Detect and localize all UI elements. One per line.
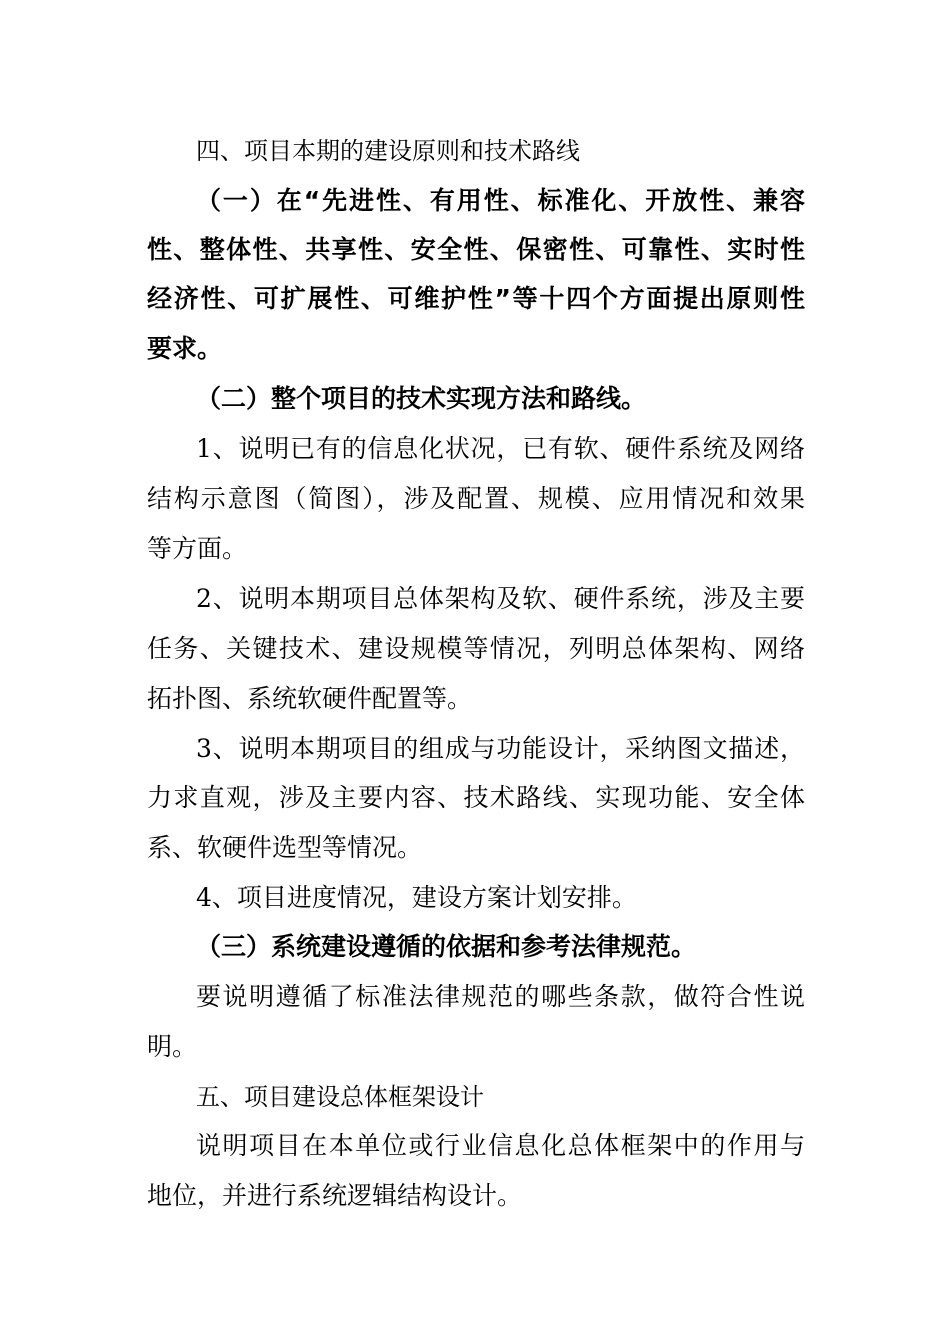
item-3-line-1: 3、说明本期项目的组成与功能设计，采纳图文描述， — [196, 734, 805, 763]
subsection-2-heading: （二）整个项目的技术实现方法和路线。 — [196, 384, 647, 413]
item-4: 4、项目进度情况，建设方案计划安排。 — [196, 883, 637, 912]
section-5-body-line-2: 地位，并进行系统逻辑结构设计。 — [147, 1181, 523, 1210]
subsection-1-line-3: 经济性、可扩展性、可维护性”等十四个方面提出原则性 — [147, 284, 805, 313]
item-1-line-2: 结构示意图（简图），涉及配置、规模、应用情况和效果 — [147, 484, 805, 513]
section-4-heading: 四、项目本期的建设原则和技术路线 — [196, 137, 580, 165]
subsection-3-heading: （三）系统建设遵循的依据和参考法律规范。 — [196, 932, 697, 961]
item-3-line-3: 系、软硬件选型等情况。 — [147, 833, 423, 862]
subsection-1-line-1: （一）在“先进性、有用性、标准化、开放性、兼容 — [196, 186, 805, 215]
item-3-line-2: 力求直观，涉及主要内容、技术路线、实现功能、安全体 — [147, 783, 805, 812]
item-2-line-1: 2、说明本期项目总体架构及软、硬件系统，涉及主要 — [196, 584, 805, 613]
subsection-1-line-4: 要求。 — [147, 334, 223, 363]
item-2-line-3: 拓扑图、系统软硬件配置等。 — [147, 684, 473, 713]
section-5-heading: 五、项目建设总体框架设计 — [196, 1083, 484, 1111]
section-5-body-line-1: 说明项目在本单位或行业信息化总体框架中的作用与 — [196, 1131, 805, 1160]
subsection-3-body-line-1: 要说明遵循了标准法律规范的哪些条款，做符合性说 — [196, 982, 805, 1011]
item-1-line-3: 等方面。 — [147, 534, 248, 563]
subsection-1-line-2: 性、整体性、共享性、安全性、保密性、可靠性、实时性 — [147, 235, 805, 264]
subsection-3-body-line-2: 明。 — [147, 1032, 198, 1061]
item-2-line-2: 任务、关键技术、建设规模等情况，列明总体架构、网络 — [147, 634, 805, 663]
item-1-line-1: 1、说明已有的信息化状况，已有软、硬件系统及网络 — [196, 434, 805, 463]
